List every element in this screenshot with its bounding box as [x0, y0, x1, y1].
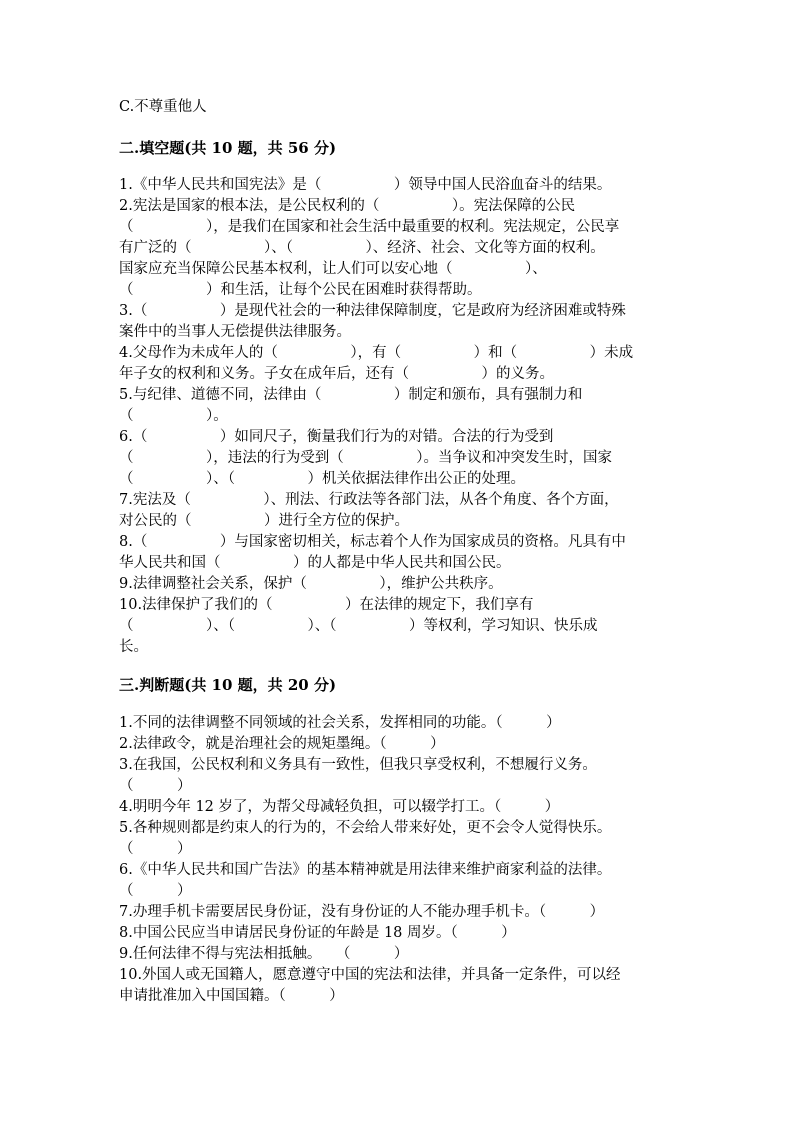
question-line: 申请批准加入中国国籍。（ ）	[119, 988, 344, 1004]
question-line: 4.明明今年 12 岁了，为帮父母减轻负担，可以辍学打工。（ ）	[119, 799, 560, 815]
question-line: 3.在我国，公民权利和义务具有一致性，但我只享受权利，不想履行义务。	[119, 757, 597, 773]
question-line: 5.与纪律、道德不同，法律由（ ）制定和颁布，具有强制力和	[119, 387, 583, 403]
section3-heading: 三.判断题(共 10 题，共 20 分)	[119, 676, 337, 694]
question-line: 3.（ ）是现代社会的一种法律保障制度，它是政府为经济困难或特殊	[119, 303, 626, 319]
question-line: 长。	[119, 639, 148, 655]
question-line: 案件中的当事人无偿提供法律服务。	[119, 324, 351, 340]
question-line: 10.外国人或无国籍人，愿意遵守中国的宪法和法律，并具备一定条件，可以经	[119, 967, 621, 983]
question-line: （ ），违法的行为受到（ ）。当争议和冲突发生时，国家	[119, 450, 612, 466]
question-line: 2.法律政令，就是治理社会的规矩墨绳。（ ）	[119, 736, 445, 752]
question-line: 2.宪法是国家的根本法，是公民权利的（ ）。宪法保障的公民	[119, 198, 576, 214]
question-line: 10.法律保护了我们的（ ）在法律的规定下，我们享有	[119, 597, 534, 613]
question-line: 8.中国公民应当申请居民身份证的年龄是 18 周岁。（ ）	[119, 925, 516, 941]
question-line: 华人民共和国（ ）的人都是中华人民共和国公民。	[119, 555, 511, 571]
question-line: 1.《中华人民共和国宪法》是（ ）领导中国人民浴血奋斗的结果。	[119, 177, 612, 193]
section2-heading: 二.填空题(共 10 题，共 56 分)	[119, 139, 337, 157]
question-line: （ ）	[119, 883, 192, 899]
question-line: （ ）、（ ）、（ ）等权利，学习知识、快乐成	[119, 618, 598, 634]
question-line: 1.不同的法律调整不同领域的社会关系，发挥相同的功能。（ ）	[119, 715, 561, 731]
question-line: 5.各种规则都是约束人的行为的，不会给人带来好处，更不会令人觉得快乐。	[119, 820, 612, 836]
question-line: 7.办理手机卡需要居民身份证，没有身份证的人不能办理手机卡。（ ）	[119, 904, 605, 920]
question-line: 7.宪法及（ ）、刑法、行政法等各部门法，从各个角度、各个方面，	[119, 492, 619, 508]
question-line: 年子女的权利和义务。子女在成年后，还有（ ）的义务。	[119, 366, 554, 382]
question-line: （ ）。	[119, 408, 228, 424]
question-line: （ ）	[119, 841, 192, 857]
question-line: 9.任何法律不得与宪法相抵触。 （ ）	[119, 946, 409, 962]
question-line: 国家应充当保障公民基本权利，让人们可以安心地（ ）、	[119, 261, 547, 277]
question-line: 6.《中华人民共和国广告法》的基本精神就是用法律来维护商家利益的法律。	[119, 862, 612, 878]
question-line: 4.父母作为未成年人的（ ），有（ ）和（ ）未成	[119, 345, 634, 361]
question-line: 9.法律调整社会关系，保护（ ），维护公共秩序。	[119, 576, 503, 592]
question-line: 有广泛的（ ）、（ ）、经济、社会、文化等方面的权利。	[119, 240, 605, 256]
option-c: C.不尊重他人	[119, 99, 207, 115]
question-line: （ ）	[119, 778, 192, 794]
question-line: 6.（ ）如同尺子，衡量我们行为的对错。合法的行为受到	[119, 429, 554, 445]
question-line: 对公民的（ ）进行全方位的保护。	[119, 513, 409, 529]
question-line: （ ）和生活，让每个公民在困难时获得帮助。	[119, 282, 482, 298]
question-line: 8.（ ）与国家密切相关，标志着个人作为国家成员的资格。凡具有中	[119, 534, 626, 550]
question-line: （ ），是我们在国家和社会生活中最重要的权利。宪法规定，公民享	[119, 219, 620, 235]
question-line: （ ）、（ ）机关依据法律作出公正的处理。	[119, 471, 525, 487]
